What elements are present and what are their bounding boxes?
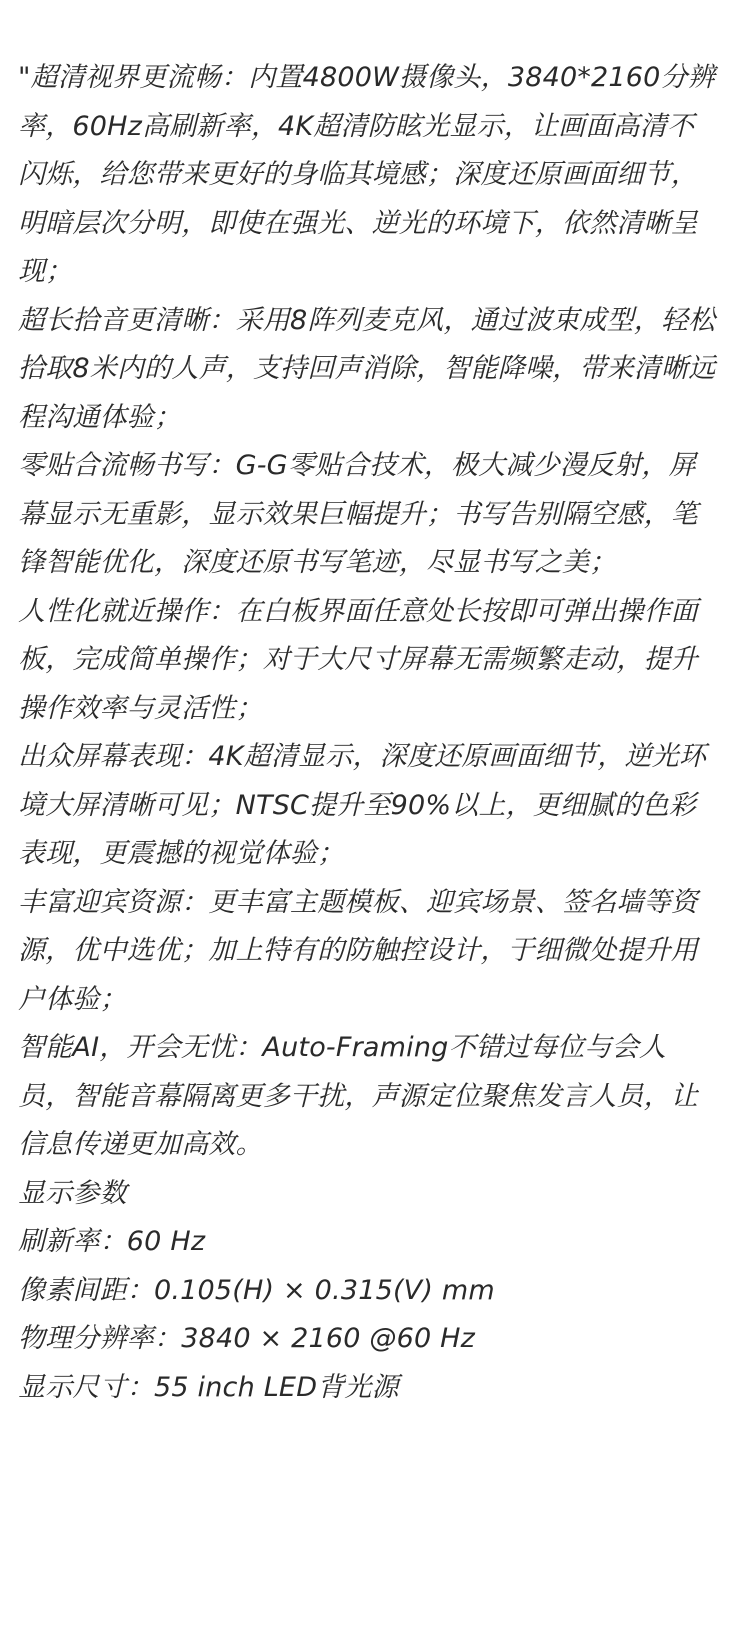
spec-display-size: 显示尺寸：55 inch LED背光源 <box>18 1371 399 1403</box>
feature-paragraph-display: "超清视界更流畅：内置4800W摄像头，3840*2160分辨率，60Hz高刷新率，4K超清防眩光显示，让画面高清不闪烁，给您带来更好的身临其境感；深度还原画面细节，明暗层次分明，即使在强光、逆光的环境下，依然清晰呈现； <box>18 62 715 287</box>
specs-heading: 显示参数 <box>18 1177 127 1209</box>
feature-paragraph-screen: 出众屏幕表现：4K超清显示，深度还原画面细节，逆光环境大屏清晰可见；NTSC提升至90%以上，更细腻的色彩表现，更震撼的视觉体验； <box>18 741 707 869</box>
display-specs <box>18 1170 718 1413</box>
feature-paragraph-ai: 智能AI，开会无忧：Auto-Framing不错过每位与会人员，智能音幕隔离更多干扰，声源定位聚焦发言人员，让信息传递更加高效。 <box>18 1032 698 1160</box>
feature-paragraph-writing: 零贴合流畅书写：G-G零贴合技术，极大减少漫反射，屏幕显示无重影，显示效果巨幅提升；书写告别隔空感，笔锋智能优化，深度还原书写笔迹，尽显书写之美； <box>18 450 698 578</box>
feature-paragraph-welcome: 丰富迎宾资源：更丰富主题模板、迎宾场景、签名墙等资源，优中选优；加上特有的防触控设计，于细微处提升用户体验； <box>18 886 698 1015</box>
spec-physical-resolution: 物理分辨率：3840 × 2160 @60 Hz <box>18 1323 476 1354</box>
feature-paragraph-operation: 人性化就近操作：在白板界面任意处长按即可弹出操作面板，完成简单操作；对于大尺寸屏幕无需频繁走动，提升操作效率与灵活性； <box>18 595 698 724</box>
product-description <box>18 54 718 1412</box>
spec-refresh-rate: 刷新率：60 Hz <box>18 1226 206 1257</box>
spec-pixel-pitch: 像素间距：0.105(H) × 0.315(V) mm <box>18 1274 495 1306</box>
feature-paragraph-audio: 超长拾音更清晰：采用8阵列麦克风，通过波束成型，轻松拾取8米内的人声，支持回声消除，智能降噪，带来清晰远程沟通体验； <box>18 304 716 433</box>
